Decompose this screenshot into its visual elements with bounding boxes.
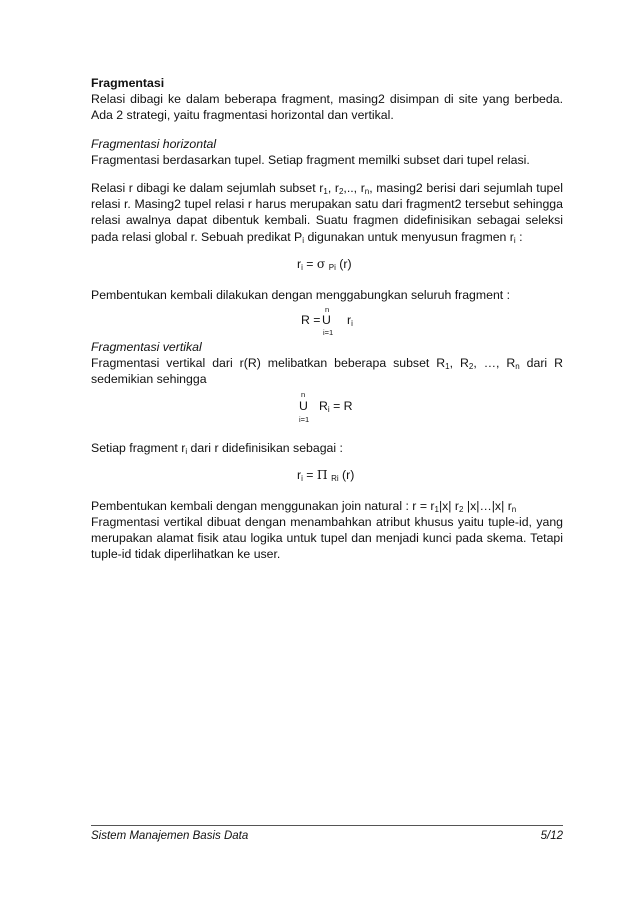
projection-formula: $r_i = \Pi$ $_{Ri}$ (r)	[297, 467, 355, 483]
union-formula-vertical: n U $R_i = R$ i=1	[299, 389, 353, 424]
horizontal-description: Fragmentasi berdasarkan tupel. Setiap fragment memilki subset dari tupel relasi.	[91, 152, 530, 167]
footer-divider	[91, 825, 563, 826]
horizontal-subtitle: Fragmentasi horizontal	[91, 136, 217, 151]
vertical-define: Setiap fragment $r_i$ dari r didefinisikan sebagai :	[91, 440, 343, 456]
union-symbol: U	[322, 313, 331, 328]
page-footer	[91, 830, 563, 842]
vertical-join: Pembentukan kembali dengan menggunakan join natural : $r = r_1|x|$ $r_2$ |x|…|x| $r_n$	[91, 498, 517, 514]
vertical-closing: Fragmentasi vertikal dibuat dengan menambahkan atribut khusus yaitu tuple-id, yang merupakan alamat fisik atau logika untuk tupel dan menjadi kunci pada skema. Tetapi tuple-id tidak diperlihatkan ke user.	[91, 515, 563, 562]
document-body	[91, 75, 563, 563]
union-symbol: U	[299, 398, 308, 413]
horizontal-reconstruct: Pembentukan kembali dilakukan dengan menggabungkan seluruh fragment :	[91, 287, 511, 302]
union-formula-horizontal: n R = U $r_i$ i=1	[301, 305, 353, 338]
vertical-subtitle: Fragmentasi vertikal	[91, 340, 202, 355]
horizontal-paragraph: Relasi r dibagi ke dalam sejumlah subset $r_1$, $r_2$,.., $r_n$, masing2 berisi dari sejumlah tupel relasi r. Masing2 tupel relasi r harus merupakan satu dari fragment2 tersebut sehingga relasi awalnya dapat dibentuk kembali. Suatu fragmen didefinisikan sebagai seleksi pada relasi global r. Sebuah predikat $P_i$ digunakan untuk menyusun fragmen $r_i$ :	[91, 181, 563, 245]
vertical-description: Fragmentasi vertikal dari r(R) melibatkan beberapa subset $R_1$, $R_2$, …, $R_n$ dari R sedemikian sehingga	[91, 356, 563, 387]
page-number: 5/12	[540, 830, 563, 842]
selection-formula: $r_i = \sigma$ $_{Pi}$ (r)	[297, 256, 352, 272]
intro-paragraph: Relasi dibagi ke dalam beberapa fragment, masing2 disimpan di site yang berbeda. Ada 2 strategi, yaitu fragmentasi horizontal dan vertikal.	[91, 92, 563, 123]
footer-title: Sistem Manajemen Basis Data	[91, 830, 249, 842]
section-heading: Fragmentasi	[91, 76, 165, 90]
